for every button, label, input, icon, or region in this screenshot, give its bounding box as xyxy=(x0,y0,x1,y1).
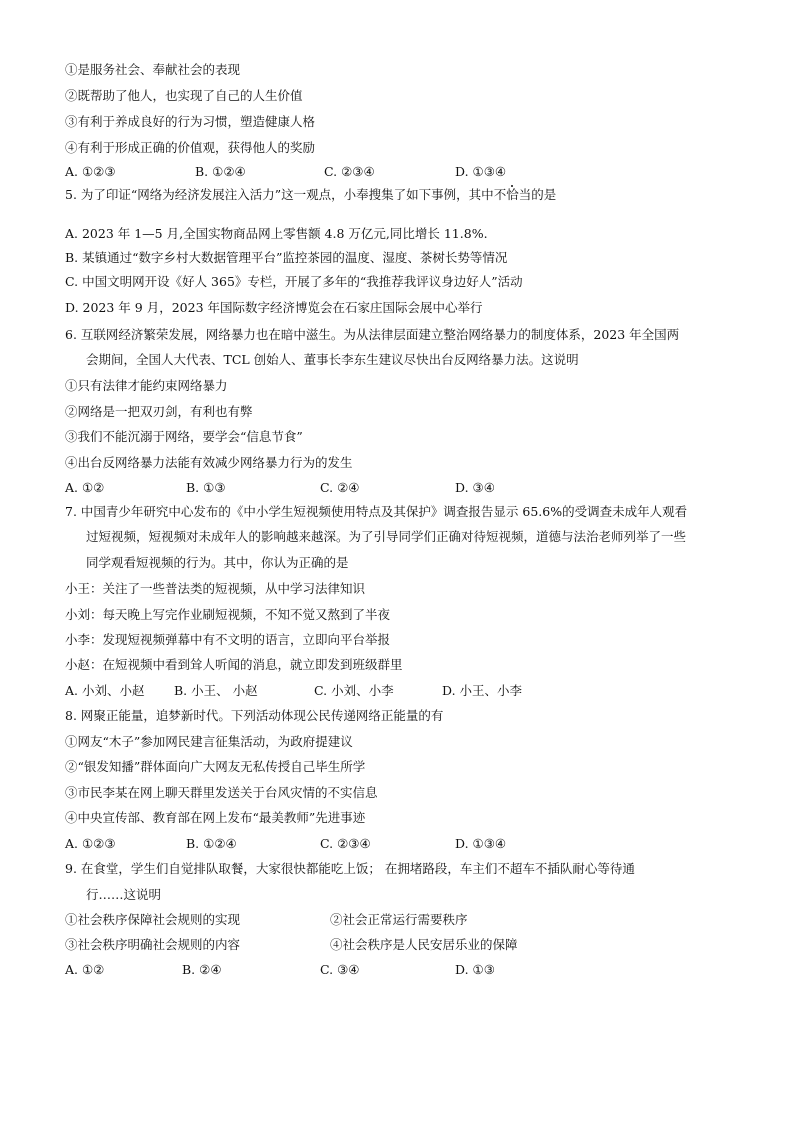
q9-statement-4: ④社会秩序是人民安居乐业的保障 xyxy=(330,937,518,952)
q9-option-a[interactable]: A. ①② xyxy=(65,962,105,977)
q8-statement-2: ②“银发知播”群体面向广大网友无私传授自己毕生所学 xyxy=(65,759,366,774)
q8-option-a[interactable]: A. ①②③ xyxy=(65,836,116,851)
q4-option-d[interactable]: D. ①③④ xyxy=(455,164,507,179)
q7-option-b[interactable]: B. 小王、 小赵 xyxy=(174,683,258,698)
q7-option-d[interactable]: D. 小王、小李 xyxy=(442,683,523,698)
q5-stem-emphasis: 不恰当 xyxy=(493,187,532,202)
q9-stem-line2: 行……这说明 xyxy=(86,887,162,902)
q7-statement-3: 小李：发现短视频弹幕中有不文明的语言，立即向平台举报 xyxy=(65,632,391,647)
q7-option-c[interactable]: C. 小刘、小李 xyxy=(314,683,394,698)
q5-stem xyxy=(65,186,556,204)
q5-option-c[interactable]: C. 中国文明网开设《好人 365》专栏，开展了多年的“我推荐我评议身边好人”活动 xyxy=(65,274,523,289)
q4-statement-4: ④有利于形成正确的价值观，获得他人的奖励 xyxy=(65,140,316,155)
q7-statement-4: 小赵：在短视频中看到耸人听闻的消息，就立即发到班级群里 xyxy=(65,657,403,672)
q5-option-b[interactable]: B. 某镇通过“数字乡村大数据管理平台”监控茶园的温度、湿度、茶树长势等情况 xyxy=(65,250,508,265)
q5-option-d[interactable]: D. 2023 年 9 月，2023 年国际数字经济博览会在石家庄国际会展中心举行 xyxy=(65,300,483,315)
q9-statement-2: ②社会正常运行需要秩序 xyxy=(330,912,468,927)
q6-option-d[interactable]: D. ③④ xyxy=(455,480,495,495)
q9-option-c[interactable]: C. ③④ xyxy=(320,962,360,977)
q8-option-c[interactable]: C. ②③④ xyxy=(320,836,371,851)
q8-option-b[interactable]: B. ①②④ xyxy=(186,836,237,851)
q7-statement-1: 小王：关注了一些普法类的短视频，从中学习法律知识 xyxy=(65,581,366,596)
q4-option-c[interactable]: C. ②③④ xyxy=(324,164,375,179)
q8-stem: 8. 网聚正能量，追梦新时代。下列活动体现公民传递网络正能量的有 xyxy=(65,708,444,723)
q8-statement-1: ①网友“木子”参加网民建言征集活动，为政府提建议 xyxy=(65,734,353,749)
q7-stem-line2: 过短视频，短视频对未成年人的影响越来越深。为了引导同学们正确对待短视频，道德与法治老师列举了一些 xyxy=(86,529,687,544)
q4-option-a[interactable]: A. ①②③ xyxy=(65,164,116,179)
q5-stem-part1: 5. 为了印证“网络为经济发展注入活力”这一观点，小奉搜集了如下事例，其中 xyxy=(65,187,494,202)
q4-statement-1: ①是服务社会、奉献社会的表现 xyxy=(65,62,241,77)
q6-option-c[interactable]: C. ②④ xyxy=(320,480,360,495)
q8-option-d[interactable]: D. ①③④ xyxy=(455,836,507,851)
q6-statement-4: ④出台反网络暴力法能有效减少网络暴力行为的发生 xyxy=(65,455,353,470)
q8-statement-4: ④中央宣传部、教育部在网上发布“最美教师”先进事迹 xyxy=(65,810,366,825)
q9-option-d[interactable]: D. ①③ xyxy=(455,962,495,977)
q5-stem-part3: 的是 xyxy=(531,187,557,202)
q9-statement-1: ①社会秩序保障社会规则的实现 xyxy=(65,912,241,927)
q6-statement-3: ③我们不能沉溺于网络，要学会“信息节食” xyxy=(65,429,303,444)
q6-option-b[interactable]: B. ①③ xyxy=(186,480,226,495)
q4-statement-2: ②既帮助了他人，也实现了自己的人生价值 xyxy=(65,88,303,103)
q7-option-a[interactable]: A. 小刘、小赵 xyxy=(65,683,145,698)
q6-option-a[interactable]: A. ①② xyxy=(65,480,105,495)
q9-stem-line1: 9. 在食堂，学生们自觉排队取餐，大家很快都能吃上饭； 在拥堵路段，车主们不超车不插队耐心等待通 xyxy=(65,861,635,876)
q9-statement-3: ③社会秩序明确社会规则的内容 xyxy=(65,937,241,952)
q6-stem-line2: 会期间，全国人大代表、TCL 创始人、董事长李东生建议尽快出台反网络暴力法。这说明 xyxy=(86,352,579,367)
q6-statement-2: ②网络是一把双刃剑，有利也有弊 xyxy=(65,404,253,419)
q7-stem-line1: 7. 中国青少年研究中心发布的《中小学生短视频使用特点及其保护》调查报告显示 65.6%的受调查未成年人观看 xyxy=(65,504,688,519)
q6-statement-1: ①只有法律才能约束网络暴力 xyxy=(65,378,228,393)
q7-statement-2: 小刘：每天晚上写完作业刷短视频，不知不觉又熬到了半夜 xyxy=(65,607,391,622)
q4-statement-3: ③有利于养成良好的行为习惯，塑造健康人格 xyxy=(65,114,316,129)
q5-option-a[interactable]: A. 2023 年 1—5 月,全国实物商品网上零售额 4.8 万亿元,同比增长 11.8%. xyxy=(65,226,488,241)
q8-statement-3: ③市民李某在网上聊天群里发送关于台风灾情的不实信息 xyxy=(65,785,378,800)
q7-stem-line3: 同学观看短视频的行为。其中，你认为正确的是 xyxy=(86,555,349,570)
q6-stem-line1: 6. 互联网经济繁荣发展，网络暴力也在暗中滋生。为从法律层面建立整治网络暴力的制度体系，2023 年全国两 xyxy=(65,327,680,342)
q9-option-b[interactable]: B. ②④ xyxy=(182,962,222,977)
q4-option-b[interactable]: B. ①②④ xyxy=(195,164,246,179)
